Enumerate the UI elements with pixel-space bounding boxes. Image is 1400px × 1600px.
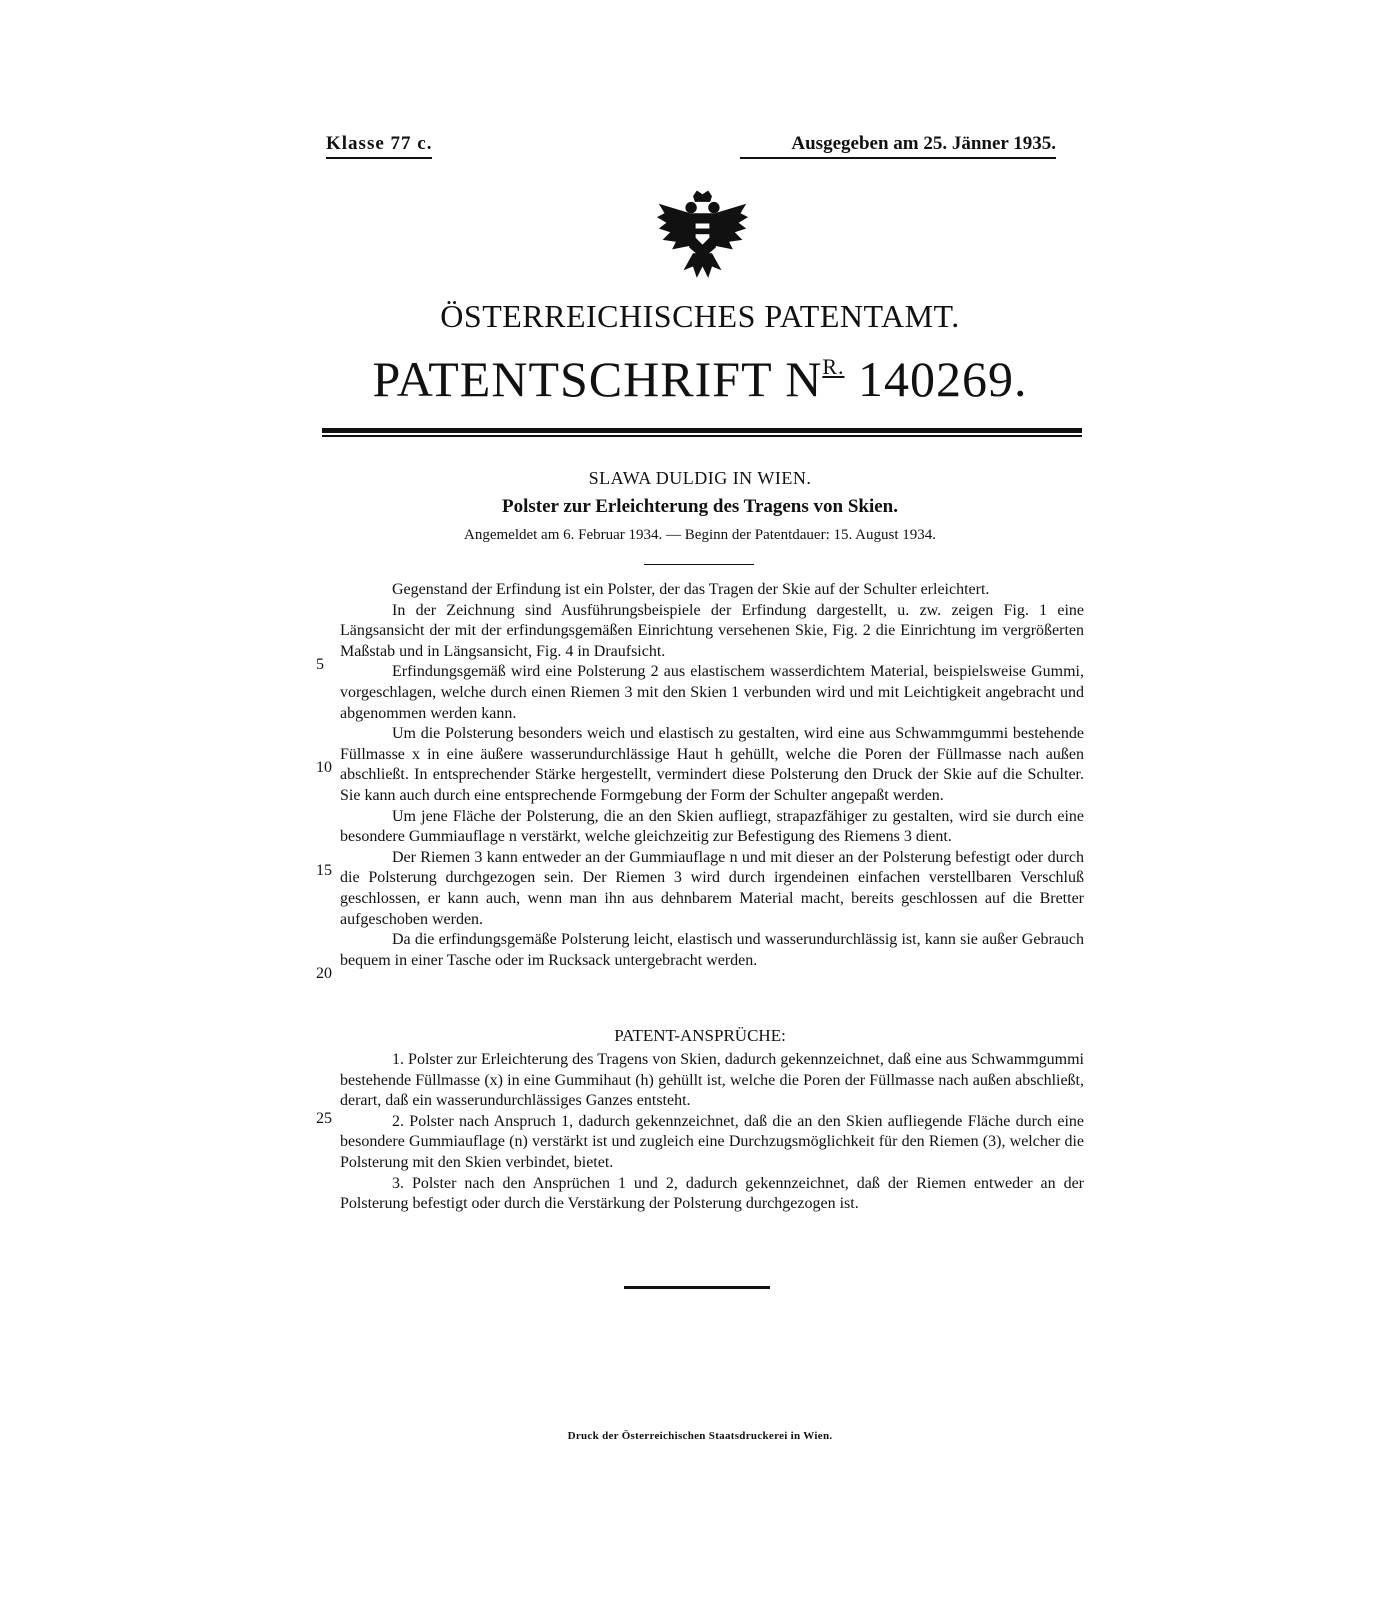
line-number: 15 bbox=[316, 862, 332, 879]
description-paragraph: In der Zeichnung sind Ausführungsbeispiele der Erfindung dargestellt, u. zw. zeigen Fig. 1 eine Längsansicht der mit der erfindungsgemäßen Einrichtung versehenen Skie, Fig. 2 die Einrichtung im vergrößerten Maßstab und in Längsansicht, Fig. 4 in Draufsicht. bbox=[340, 601, 1084, 660]
description-paragraph: Um die Polsterung besonders weich und elastisch zu gestalten, wird eine aus Schwammgummi bestehende Füllmasse x in eine äußere wasserundurchlässige Haut h gehüllt, welche die Poren der Füllmasse nach außen abschließt. In entsprechender Stärke hergestellt, vermindert diese Polsterung den Druck der Skie auf die Schulter. Sie kann auch durch eine entsprechende Formgebung der Form der Schulter angepaßt werden. bbox=[340, 725, 1084, 804]
end-rule bbox=[624, 1286, 770, 1289]
issue-date: Ausgegeben am 25. Jänner 1935. bbox=[740, 133, 1056, 159]
claims-heading: PATENT-ANSPRÜCHE: bbox=[614, 1026, 786, 1045]
document-title: PATENTSCHRIFT $N^{R.}$ 140269. bbox=[372, 351, 1028, 407]
title-rule bbox=[322, 428, 1082, 433]
description-paragraph: Um jene Fläche der Polsterung, die an den Skien aufliegt, strapazfähiger zu gestalten, wird sie durch eine besondere Gummiauflage n verstärkt, welche gleichzeitig zur Befestigung des Riemens 3 dient. bbox=[340, 807, 1084, 846]
printer-imprint: Druck der Österreichischen Staatsdruckerei in Wien. bbox=[567, 1430, 833, 1442]
description-paragraph: Erfindungsgemäß wird eine Polsterung 2 aus elastischem wasserdichtem Material, beispielsweise Gummi, vorgeschlagen, welche durch einen Riemen 3 mit den Skien 1 verbunden wird und mit Leichtigkeit angebracht und abgenommen werden kann. bbox=[340, 663, 1084, 722]
line-number: 5 bbox=[316, 656, 324, 673]
line-number: 20 bbox=[316, 965, 332, 982]
title-rule-thin bbox=[322, 435, 1082, 437]
patent-subject: Polster zur Erleichterung des Tragens von Skien. bbox=[501, 496, 898, 517]
description-paragraph: Da die erfindungsgemäße Polsterung leicht, elastisch und wasserundurchlässig ist, kann sie außer Gebrauch bequem in einer Tasche oder im Rucksack untergebracht werden. bbox=[340, 931, 1084, 969]
filing-dates: Angemeldet am 6. Februar 1934. — Beginn der Patentdauer: 15. August 1934. bbox=[464, 527, 936, 543]
class-label: Klasse 77 c. bbox=[326, 133, 432, 159]
applicant: SLAWA DULDIG IN WIEN. bbox=[588, 468, 812, 488]
claim: 2. Polster nach Anspruch 1, dadurch gekennzeichnet, daß die an den Skien aufliegende Fläche durch eine besondere Gummiauflage (n) verstärkt ist und zugleich eine Durchzugsmöglichkeit für den Riemen (3), welcher die Polsterung mit den Skien verbindet, bietet. bbox=[340, 1112, 1084, 1171]
line-number: 10 bbox=[316, 759, 332, 776]
claim: 3. Polster nach den Ansprüchen 1 und 2, dadurch gekennzeichnet, daß der Riemen entweder an der Polsterung befestigt oder durch die Verstärkung der Polsterung durchgezogen ist. bbox=[340, 1174, 1084, 1213]
patent-office-name: ÖSTERREICHISCHES PATENTAMT. bbox=[440, 298, 960, 334]
austrian-eagle-emblem-icon bbox=[655, 188, 750, 288]
claims-body bbox=[340, 1050, 1084, 1215]
description-paragraph: Der Riemen 3 kann entweder an der Gummiauflage n und mit dieser an der Polsterung befestigt oder durch die Polsterung durchgezogen sein. Der Riemen 3 wird durch irgendeinen einfachen verstellbaren Verschluß geschlossen, er kann auch, wenn man ihn aus dehnbarem Material macht, bereits geschlossen auf die Bretter aufgeschoben werden. bbox=[340, 848, 1084, 928]
claim: 1. Polster zur Erleichterung des Tragens von Skien, dadurch gekennzeichnet, daß eine aus Schwammgummi bestehende Füllmasse (x) in eine Gummihaut (h) gehüllt ist, welche die Poren der Füllmasse nach außen abschließt, derart, daß ein wasserundurchlässiges Ganzes entsteht. bbox=[340, 1051, 1084, 1110]
description-body bbox=[340, 580, 1084, 971]
line-number: 25 bbox=[316, 1110, 332, 1127]
description-paragraph: Gegenstand der Erfindung ist ein Polster, der das Tragen der Skie auf der Schulter erleichtert. bbox=[392, 581, 990, 598]
section-divider bbox=[644, 564, 754, 565]
